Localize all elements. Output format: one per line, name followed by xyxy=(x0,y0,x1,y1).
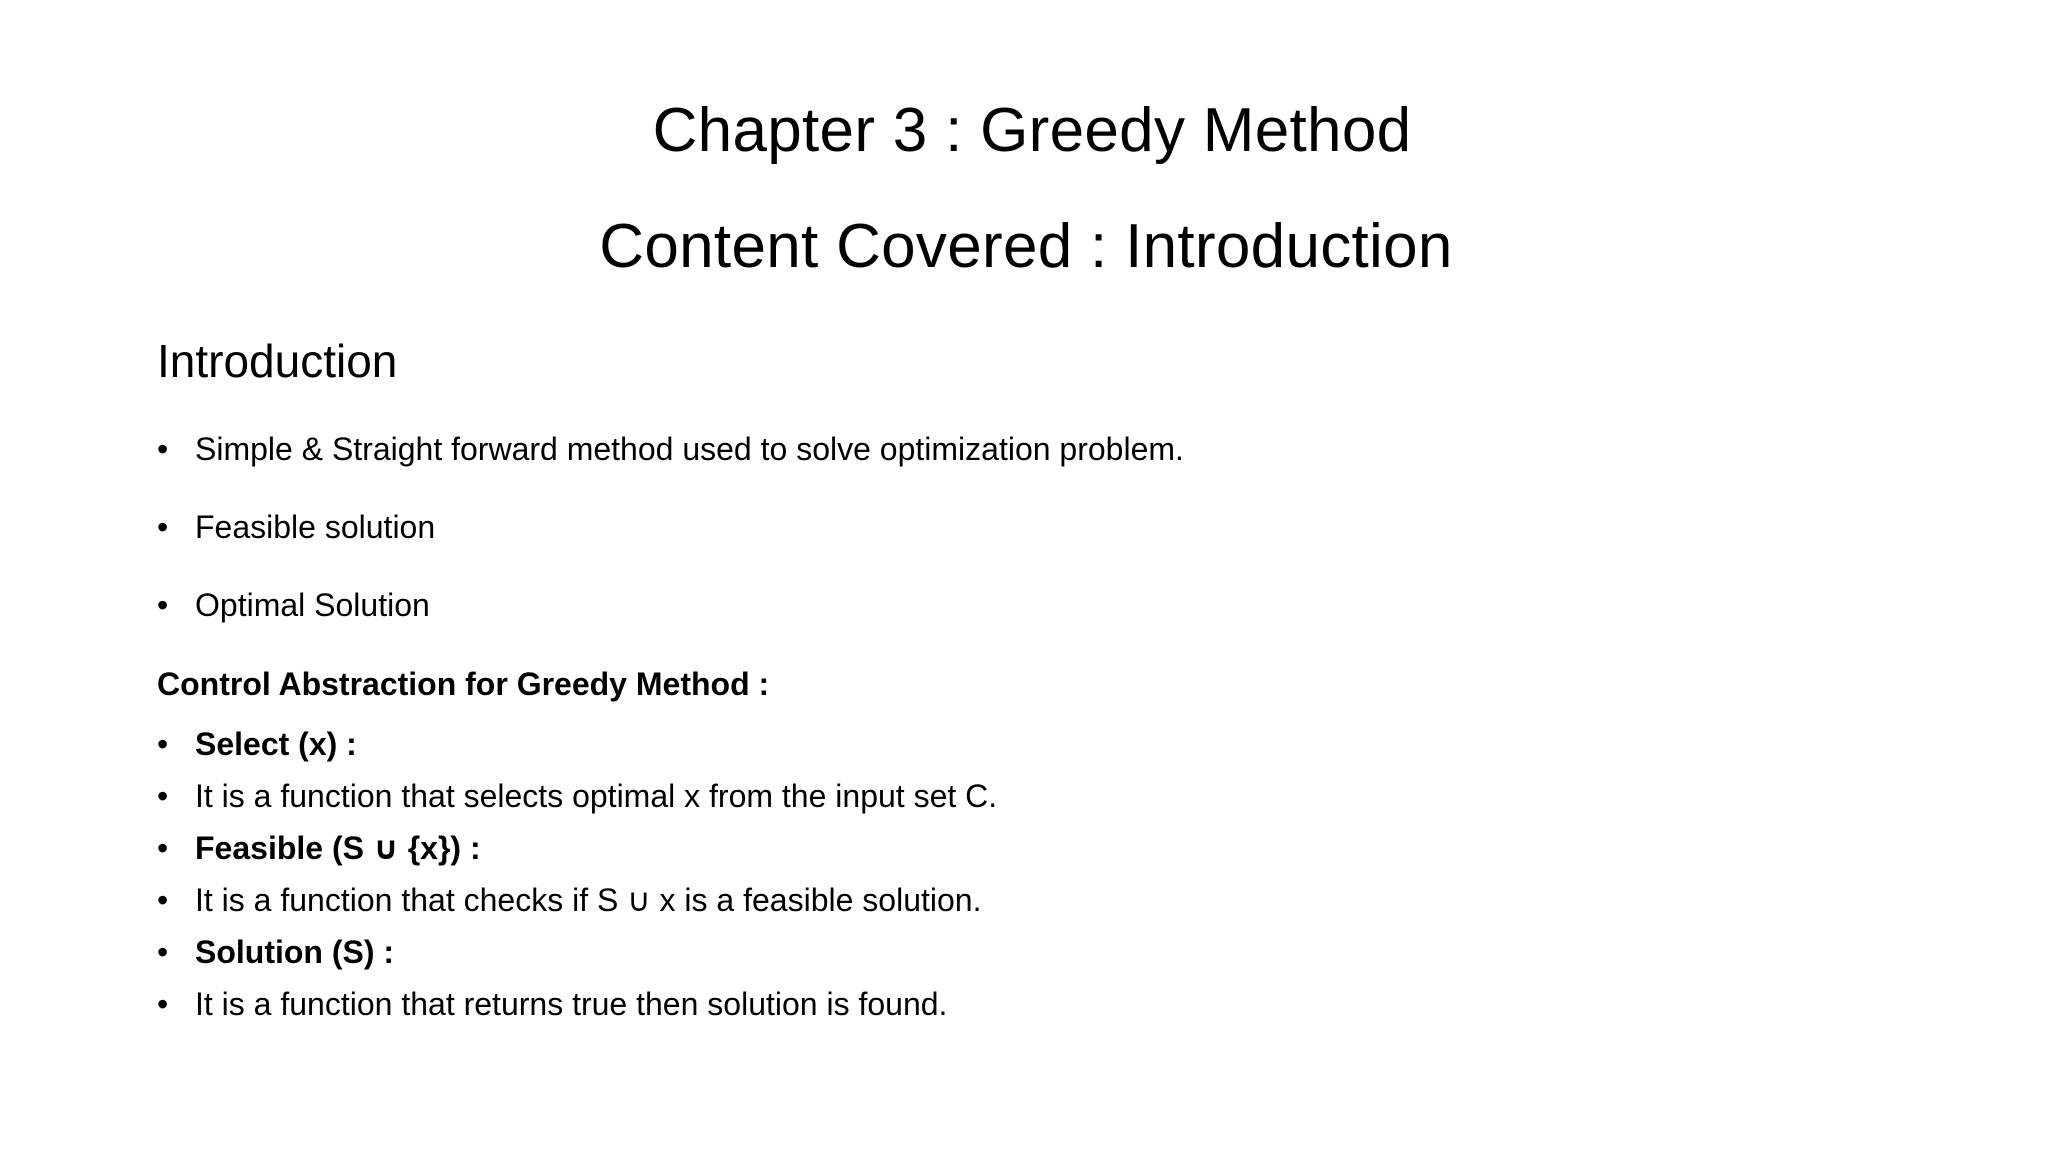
bullet-icon: • xyxy=(157,778,169,814)
list-item xyxy=(157,581,1184,629)
bullet-text: It is a function that checks if S ∪ x is a feasible solution. xyxy=(195,882,982,918)
bullet-icon: • xyxy=(157,431,169,467)
bullet-text: Optimal Solution xyxy=(195,587,430,623)
list-item xyxy=(157,822,997,874)
intro-bullet-list xyxy=(157,425,1184,659)
list-item xyxy=(157,770,997,822)
bullet-text-feasible: Feasible (S ∪ {x}) : xyxy=(195,830,481,866)
bullet-text-solution: Solution (S) : xyxy=(195,934,395,970)
bullet-icon: • xyxy=(157,830,169,866)
control-abstraction-heading: Control Abstraction for Greedy Method : xyxy=(157,666,770,702)
list-item xyxy=(157,978,997,1030)
control-bullet-list xyxy=(157,718,997,1030)
bullet-text: Simple & Straight forward method used to solve optimization problem. xyxy=(195,431,1184,467)
list-item xyxy=(157,425,1184,473)
bullet-text-select: Select (x) : xyxy=(195,726,357,762)
bullet-icon: • xyxy=(157,986,169,1022)
bullet-icon: • xyxy=(157,509,169,545)
bullet-text: Feasible solution xyxy=(195,509,436,545)
bullet-text: It is a function that selects optimal x from the input set C. xyxy=(195,778,998,814)
list-item xyxy=(157,503,1184,551)
slide-title: Chapter 3 : Greedy Method xyxy=(652,96,1412,165)
list-item xyxy=(157,926,997,978)
list-item xyxy=(157,874,997,926)
slide-subtitle: Content Covered : Introduction xyxy=(599,212,1453,281)
bullet-icon: • xyxy=(157,587,169,623)
bullet-icon: • xyxy=(157,882,169,918)
list-item xyxy=(157,718,997,770)
section-heading-introduction: Introduction xyxy=(157,335,398,387)
bullet-icon: • xyxy=(157,726,169,762)
bullet-text: It is a function that returns true then solution is found. xyxy=(195,986,948,1022)
bullet-icon: • xyxy=(157,934,169,970)
